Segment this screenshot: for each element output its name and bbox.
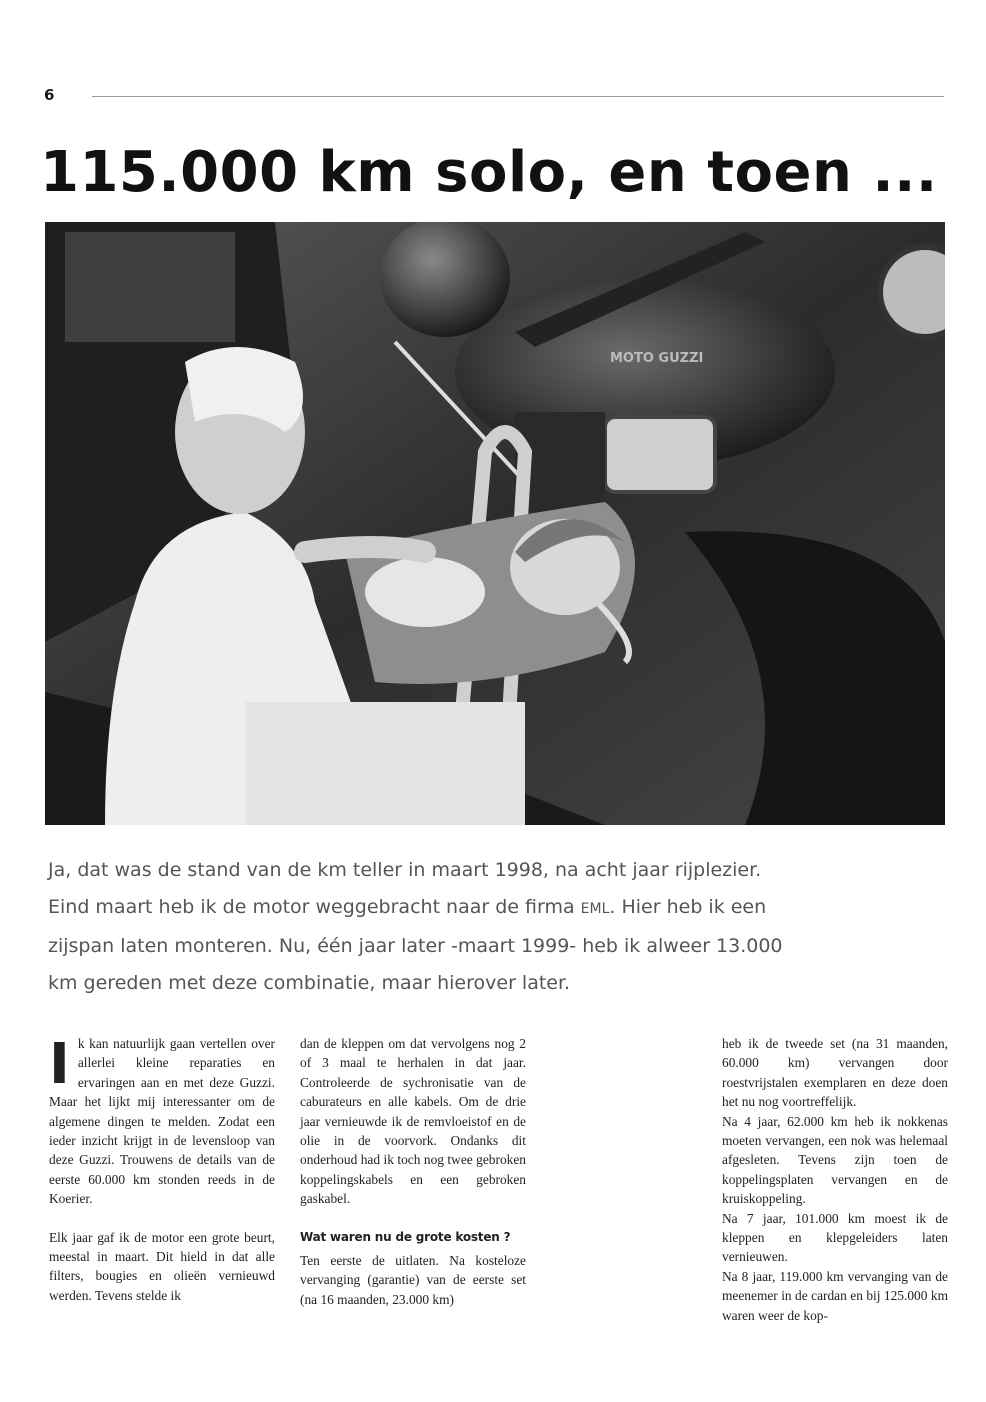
article-paragraph: heb ik de tweede set (na 31 maanden, 60.000 km) vervangen door roestvrijstalen exemplaren en deze doen het nu nog voortreffelijk. [722,1036,948,1110]
intro-paragraph [48,852,783,1002]
article-paragraph: dan de kleppen om dat vervolgens nog 2 of 3 maal te herhalen in dat jaar. Controleerde de sychronisatie van de caburateurs en alle kabels. Om de drie jaar vernieuwde ik de remvloeistof en de olie in de voorvork. Ondanks dit onderhoud had ik toch nog twee gebroken koppelingskabels en een gebroken gaskabel. [300,1036,526,1207]
header-rule [92,96,944,97]
article-paragraph: Elk jaar gaf ik de motor een grote beurt, meestal in maart. Dit hield in dat alle filters, bougies en olieën vernieuwd werden. Tevens stelde ik [49,1229,275,1303]
tank-logo-text: MOTO GUZZI [610,351,704,366]
article-paragraph: Na 4 jaar, 62.000 km heb ik nokkenas moeten vervangen, een nok was helemaal afgesleten. Tevens zijn toen de koppelingsplaten vervangen en de kruiskoppeling. [722,1113,948,1207]
page-number: 6 [44,86,55,104]
intro-text-part1: Ja, dat was de stand van de km teller in maart 1998, na acht jaar rijplezier. Eind maart heb ik de motor weggebracht naar de firma [48,859,762,918]
section-subheading: Wat waren nu de grote kosten ? [300,1229,511,1244]
article-column-2 [300,1034,526,1309]
drop-cap: I [49,1032,70,1097]
article-paragraph: Na 7 jaar, 101.000 km moest ik de kleppen en klepgeleiders laten vernieuwen. [722,1210,948,1265]
article-column-3 [722,1034,948,1325]
intro-firm-name: EML [580,901,610,917]
article-paragraph: Na 8 jaar, 119.000 km vervanging van de meenemer in de cardan en bij 125.000 km waren weer de kop- [722,1268,948,1323]
intro-text-part2: . Hier heb ik een zijspan laten monteren. Nu, één jaar later -maart 1999- heb ik alweer 13.000 km gereden met deze combinatie, maar hierover later. [48,896,783,994]
article-paragraph: Ten eerste de uitlaten. Na kosteloze vervanging (garantie) van de eerste set (na 16 maanden, 23.000 km) [300,1253,526,1307]
article-paragraph [49,1034,275,1209]
article-column-1 [49,1034,275,1305]
article-title: 115.000 km solo, en toen ... [40,140,938,205]
article-photo [45,222,945,825]
article-paragraph-text: k kan natuurlijk gaan vertellen over allerlei kleine reparaties en ervaringen aan en met deze Guzzi. Maar het lijkt mij interessanter om de algemene dingen te melden. Zodat een ieder inzicht krijgt in de levensloop van deze Guzzi. Trouwens de details van de eerste 60.000 km stonden reeds in de Koerier. [49,1036,275,1207]
